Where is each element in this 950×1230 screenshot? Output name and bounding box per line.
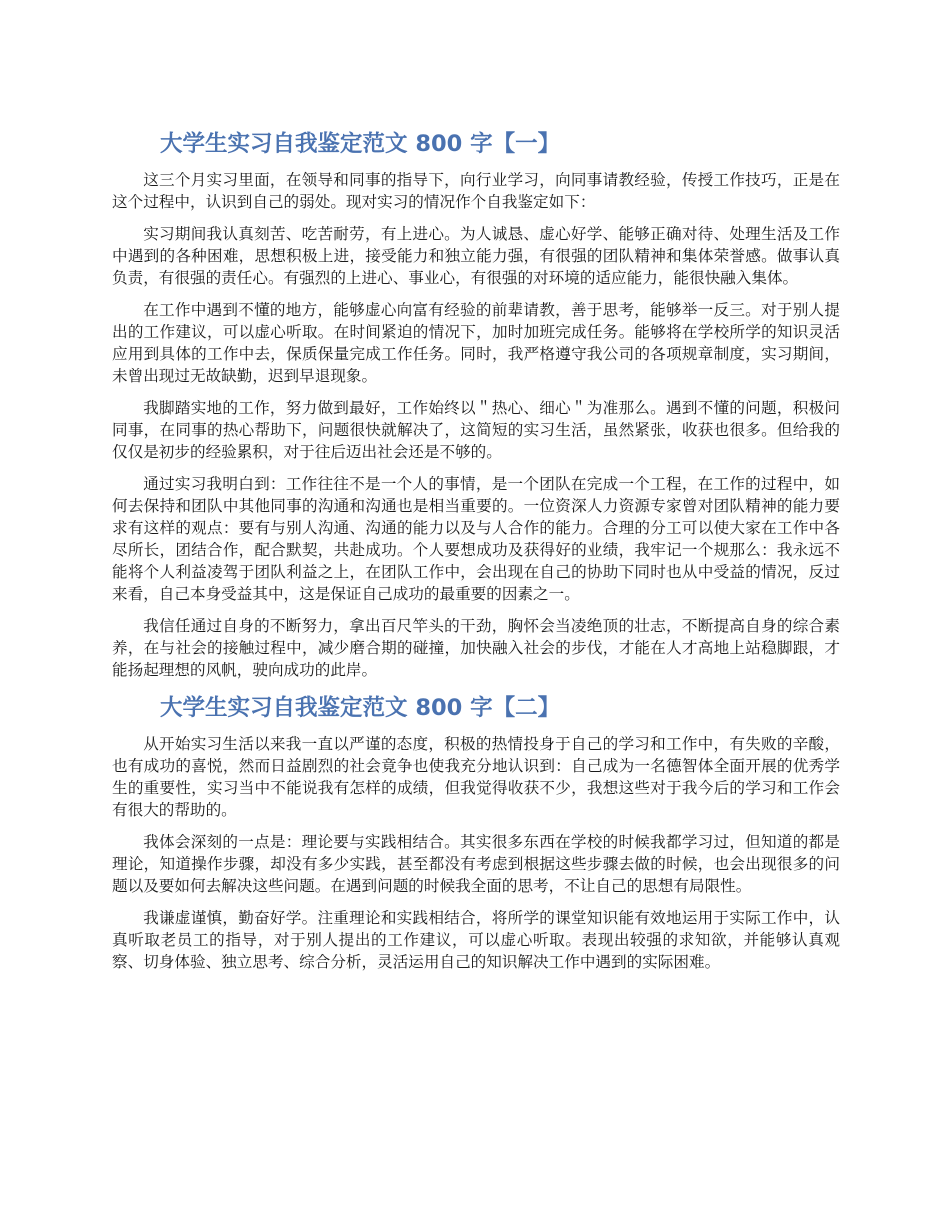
section-heading: 大学生实习自我鉴定范文 800 字【二】 [160, 695, 561, 721]
paragraph: 这三个月实习里面，在领导和同事的指导下，向行业学习，向同事请教经验，传授工作技巧，正是在这个过程中，认识到自己的弱处。现对实习的情况作个自我鉴定如下： [112, 171, 840, 211]
paragraph: 我谦虚谨慎，勤奋好学。注重理论和实践相结合，将所学的课堂知识能有效地运用于实际工作中，认真听取老员工的指导，对于别人提出的工作建议，可以虚心听取。表现出较强的求知欲，并能够认真观察、切身体验、独立思考、综合分析，灵活运用自己的知识解决工作中遇到的实际困难。 [112, 909, 840, 971]
paragraph: 从开始实习生活以来我一直以严谨的态度，积极的热情投身于自己的学习和工作中，有失败的辛酸，也有成功的喜悦，然而日益剧烈的社会竟争也使我充分地认识到：自己成为一名德智体全面开展的优秀学生的重要性，实习当中不能说我有怎样的成绩，但我觉得收获不少，我想这些对于我今后的学习和工作会有很大的帮助的。 [112, 735, 840, 819]
document-page [112, 127, 840, 983]
paragraph: 我信任通过自身的不断努力，拿出百尺竿头的干劲，胸怀会当凌绝顶的壮志，不断提高自身的综合素养，在与社会的接触过程中，减少磨合期的碰撞，加快融入社会的步伐，才能在人才高地上站稳脚跟，才能扬起理想的风帆，驶向成功的此岸。 [112, 617, 840, 679]
section-1 [112, 127, 840, 681]
paragraph: 通过实习我明白到：工作往往不是一个人的事情，是一个团队在完成一个工程，在工作的过程中，如何去保持和团队中其他同事的沟通和沟通也是相当重要的。一位资深人力资源专家曾对团队精神的能力要求有这样的观点：要有与别人沟通、沟通的能力以及与人合作的能力。合理的分工可以使大家在工作中各尽所长，团结合作，配合默契，共赴成功。个人要想成功及获得好的业绩，我牢记一个规那么：我永远不能将个人利益凌驾于团队利益之上，在团队工作中，会出现在自己的协助下同时也从中受益的情况，反过来看，自己本身受益其中，这是保证自己成功的最重要的因素之一。 [112, 475, 840, 603]
paragraph: 在工作中遇到不懂的地方，能够虚心向富有经验的前辈请教，善于思考，能够举一反三。对于别人提出的工作建议，可以虚心听取。在时间紧迫的情况下，加时加班完成任务。能够将在学校所学的知识灵活应用到具体的工作中去，保质保量完成工作任务。同时，我严格遵守我公司的各项规章制度，实习期间，未曾出现过无故缺勤，迟到早退现象。 [112, 301, 840, 385]
paragraph: 我脚踏实地的工作，努力做到最好，工作始终以＂热心、细心＂为准那么。遇到不懂的问题，积极问同事，在同事的热心帮助下，问题很快就解决了，这简短的实习生活，虽然紧张，收获也很多。但给我的仅仅是初步的经验累积，对于往后迈出社会还是不够的。 [112, 399, 840, 461]
section-heading: 大学生实习自我鉴定范文 800 字【一】 [160, 131, 561, 157]
section-2 [112, 691, 840, 973]
paragraph: 实习期间我认真刻苦、吃苦耐劳，有上进心。为人诚恳、虚心好学、能够正确对待、处理生活及工作中遇到的各种困难，思想积极上进，接受能力和独立能力强，有很强的团队精神和集体荣誉感。做事认真负责，有很强的责任心。有强烈的上进心、事业心，有很强的对环境的适应能力，能很快融入集体。 [112, 225, 840, 287]
paragraph: 我体会深刻的一点是：理论要与实践相结合。其实很多东西在学校的时候我都学习过，但知道的都是理论，知道操作步骤，却没有多少实践，甚至都没有考虑到根据这些步骤去做的时候，也会出现很多的问题以及要如何去解决这些问题。在遇到问题的时候我全面的思考，不让自己的思想有局限性。 [112, 833, 840, 895]
